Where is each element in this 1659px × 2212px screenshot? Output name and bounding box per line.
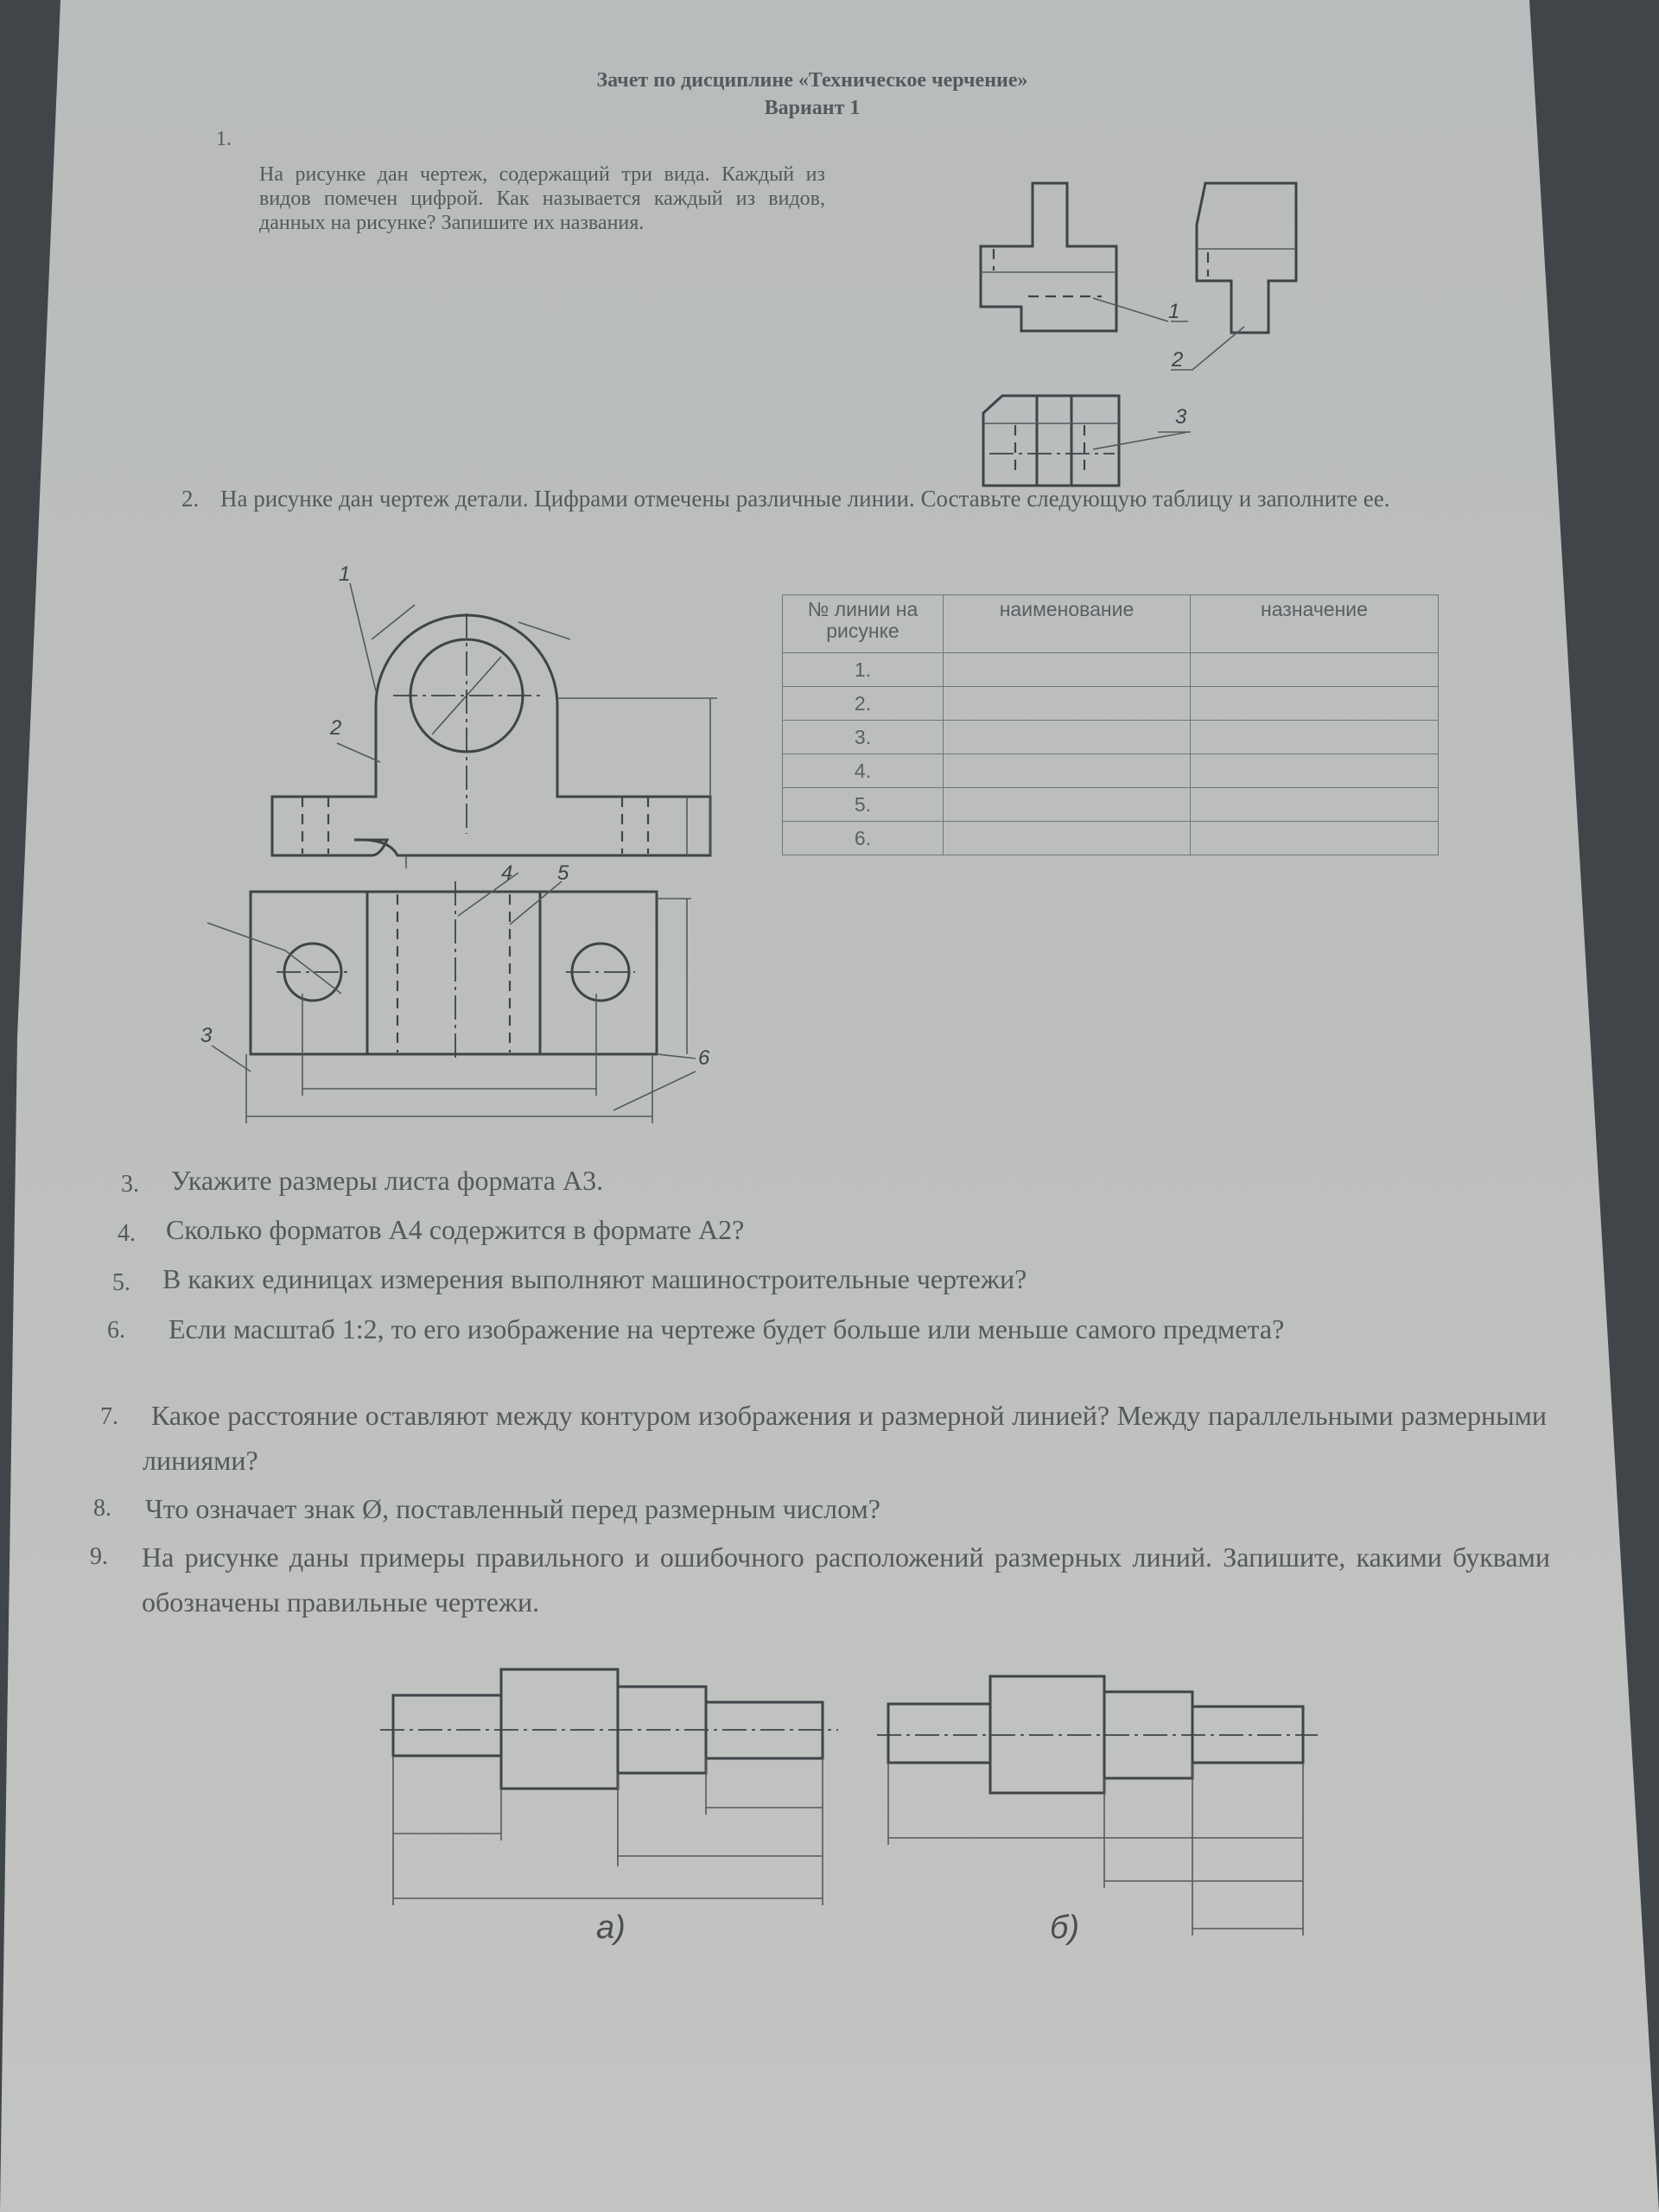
exam-variant: Вариант 1 <box>764 97 861 119</box>
q8-number: 8. <box>93 1495 111 1522</box>
table-cell-number: 2. <box>783 687 944 721</box>
line-label-2: 2 <box>330 716 342 740</box>
line-label-4: 4 <box>501 861 513 885</box>
side-view <box>1197 183 1296 333</box>
hole-note-leader <box>207 923 285 950</box>
exam-title: Зачет по дисциплине «Техническое черчение» <box>596 69 1028 92</box>
q2-text: На рисунке дан чертеж детали. Цифрами отмечены различные линии. Составьте следующую таблицу и заполните ее. <box>220 486 1390 512</box>
leader-line-2 <box>337 743 380 762</box>
q9-figure-b <box>877 1676 1318 1936</box>
line-label-1: 1 <box>339 563 351 586</box>
q7-number: 7. <box>100 1403 118 1430</box>
leader-line-2 <box>1192 327 1244 370</box>
q2-number: 2. <box>181 486 200 512</box>
q8-text: Что означает знак Ø, поставленный перед размерным числом? <box>145 1493 880 1524</box>
q9-text: На рисунке даны примеры правильного и ошибочного расположений размерных линий. Запишите, какими буквами обозначены правильные чертежи. <box>142 1541 1550 1618</box>
leader-line-5 <box>510 881 562 925</box>
q6-number: 6. <box>107 1317 125 1344</box>
q4-text: Сколько форматов А4 содержится в формате А2? <box>166 1214 745 1245</box>
q2-part-drawing <box>200 563 717 1123</box>
q9-figure-a <box>380 1669 838 1905</box>
view-label-2: 2 <box>1172 348 1184 372</box>
line-label-6: 6 <box>698 1046 710 1070</box>
leader-line-3 <box>1093 432 1188 449</box>
leader-line-6 <box>657 1054 696 1058</box>
figure-b-caption: б) <box>1050 1910 1080 1946</box>
leader-line-1 <box>350 583 376 691</box>
radius-leader <box>372 605 415 639</box>
line-label-3: 3 <box>200 1024 213 1047</box>
table-cell-number: 1. <box>783 653 944 687</box>
q1-number: 1. <box>216 128 232 150</box>
front-view <box>981 183 1116 331</box>
view-label-3: 3 <box>1175 405 1187 429</box>
shaft-step-2 <box>501 1669 618 1789</box>
q7-text: Какое расстояние оставляют между контуром изображения и размерной линией? Между параллельными размерными линиями? <box>143 1400 1547 1476</box>
table-cell-number: 3. <box>783 721 944 754</box>
table-cell-number: 4. <box>783 754 944 788</box>
table-header-name: наименование <box>944 595 1191 653</box>
shaft-step-1 <box>888 1704 990 1763</box>
table-header-purpose: назначение <box>1191 595 1439 653</box>
q3-text: Укажите размеры листа формата А3. <box>171 1165 604 1196</box>
table-header-number: № линии на рисунке <box>783 595 944 653</box>
top-view <box>983 396 1119 486</box>
shaft-step-1 <box>393 1695 501 1756</box>
leader-line-3 <box>212 1046 251 1071</box>
q3-number: 3. <box>121 1171 139 1198</box>
q1-text: На рисунке дан чертеж, содержащий три вида. Каждый из видов помечен цифрой. Как называется каждый из видов, данных на рисунке? Запишите их названия. <box>259 163 825 234</box>
figure-a-caption: а) <box>596 1910 626 1946</box>
leader-line-6b <box>613 1071 696 1110</box>
table-cell-number: 5. <box>783 788 944 822</box>
view-label-1: 1 <box>1168 300 1180 323</box>
q4-number: 4. <box>118 1220 136 1247</box>
table-cell-number: 6. <box>783 822 944 855</box>
q9-number: 9. <box>90 1543 108 1570</box>
line-label-5: 5 <box>557 861 569 885</box>
shaft-step-4 <box>1192 1707 1303 1763</box>
q1-three-views-drawing <box>981 183 1296 486</box>
leader-line-1 <box>1093 298 1168 321</box>
q5-text: В каких единицах измерения выполняют машиностроительные чертежи? <box>162 1263 1027 1294</box>
q5-number: 5. <box>112 1269 130 1296</box>
q6-text: Если масштаб 1:2, то его изображение на чертеже будет больше или меньше самого предмета? <box>168 1313 1285 1344</box>
